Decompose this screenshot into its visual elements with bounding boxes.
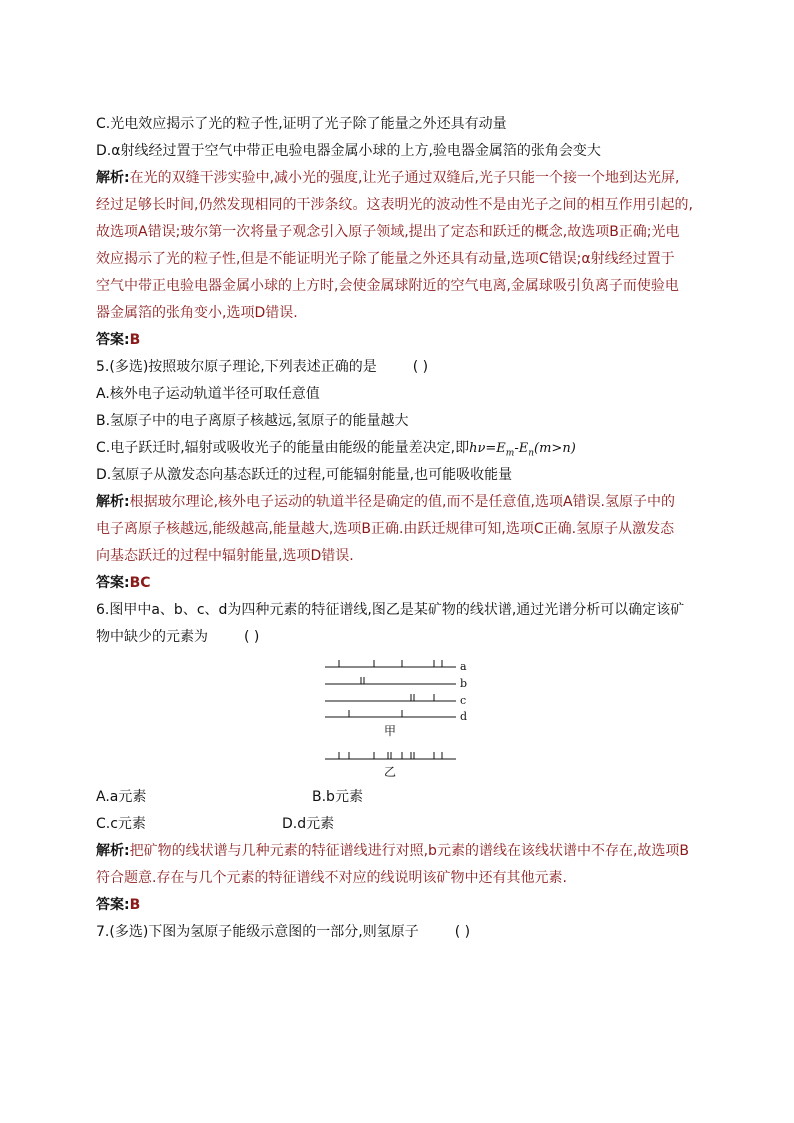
- spectrum-figure: [318, 655, 478, 783]
- q4-option-c: C.光电效应揭示了光的粒子性,证明了光子除了能量之外还具有动量: [96, 116, 507, 132]
- energy-formula: $h\nu=E_m-E_n(m>n)$: [469, 441, 576, 459]
- answer-blank: ( ): [454, 924, 471, 940]
- answer-blank: ( ): [412, 359, 429, 375]
- q6-options-row-2: [96, 814, 696, 834]
- q6-options-row-1: [96, 787, 696, 807]
- q6-option-d: D.d元素: [282, 816, 335, 832]
- q4-answer: 答案:B: [96, 332, 141, 348]
- spectrum-label-b: b: [460, 677, 468, 690]
- q6-stem-line-1: 6.图甲中a、b、c、d为四种元素的特征谱线,图乙是某矿物的线状谱,通过光谱分析可以确定该矿: [96, 602, 685, 618]
- q4-analysis-line-1: 解析:在光的双缝干涉实验中,减小光的强度,让光子通过双缝后,光子只能一个接一个地到达光屏,: [96, 170, 680, 186]
- q4-option-d: D.α射线经过置于空气中带正电验电器金属小球的上方,验电器金属箔的张角会变大: [96, 143, 601, 159]
- q5-option-c: C.电子跃迁时,辐射或吸收光子的能量由能级的能量差决定,即$h\nu=E_m-E_n(m>n)$: [96, 440, 576, 459]
- q5-answer: 答案:BC: [96, 575, 151, 591]
- q5-analysis-line-1: 解析:根据玻尔理论,核外电子运动的轨道半径是确定的值,而不是任意值,选项A错误.氢原子中的: [96, 494, 675, 510]
- figure-label-yi: 乙: [384, 765, 397, 779]
- q7-stem: 7.(多选)下图为氢原子能级示意图的一部分,则氢原子 ( ): [96, 924, 471, 940]
- q6-option-a: A.a元素: [96, 789, 147, 805]
- q6-option-b: B.b元素: [312, 789, 363, 805]
- q5-option-d: D.氢原子从激发态向基态跃迁的过程,可能辐射能量,也可能吸收能量: [96, 467, 513, 483]
- q6-analysis-line-2: 符合题意.存在与几个元素的特征谱线不对应的线说明该矿物中还有其他元素.: [96, 870, 567, 886]
- q5-analysis-line-2: 电子离原子核越远,能级越高,能量越大,选项B正确.由跃迁规律可知,选项C正确.氢原子从激发态: [96, 521, 675, 537]
- spectrum-label-a: a: [460, 660, 467, 673]
- q5-stem: 5.(多选)按照玻尔原子理论,下列表述正确的是 ( ): [96, 359, 429, 375]
- answer-blank: ( ): [244, 629, 260, 645]
- q4-analysis-line-4: 效应揭示了光的粒子性,但是不能证明光子除了能量之外还具有动量,选项C错误;α射线经过置于: [96, 251, 675, 267]
- q5-option-b: B.氢原子中的电子离原子核越远,氢原子的能量越大: [96, 413, 409, 429]
- q4-analysis-line-2: 经过足够长时间,仍然发现相同的干涉条纹。这表明光的波动性不是由光子之间的相互作用引起的,: [96, 197, 693, 213]
- spectrum-label-d: d: [460, 710, 468, 723]
- spectrum-label-c: c: [460, 694, 467, 707]
- q4-analysis-line-6: 器金属箔的张角变小,选项D错误.: [96, 305, 298, 321]
- q6-analysis-line-1: 解析:把矿物的线状谱与几种元素的特征谱线进行对照,b元素的谱线在该线状谱中不存在,故选项B: [96, 843, 689, 859]
- q4-analysis-line-3: 故选项A错误;玻尔第一次将量子观念引入原子领域,提出了定态和跃迁的概念,故选项B正确;光电: [96, 224, 680, 240]
- q5-analysis-line-3: 向基态跃迁的过程中辐射能量,选项D错误.: [96, 548, 354, 564]
- q6-stem-line-2: 物中缺少的元素为 ( ): [96, 629, 260, 645]
- figure-label-jia: 甲: [384, 724, 397, 738]
- q6-option-c: C.c元素: [96, 816, 146, 832]
- q6-answer: 答案:B: [96, 897, 141, 913]
- q5-option-a: A.核外电子运动轨道半径可取任意值: [96, 386, 320, 402]
- q4-analysis-line-5: 空气中带正电验电器金属小球的上方时,会使金属球附近的空气电离,金属球吸引负离子而使验电: [96, 278, 679, 294]
- analysis-label: 解析:: [96, 170, 130, 186]
